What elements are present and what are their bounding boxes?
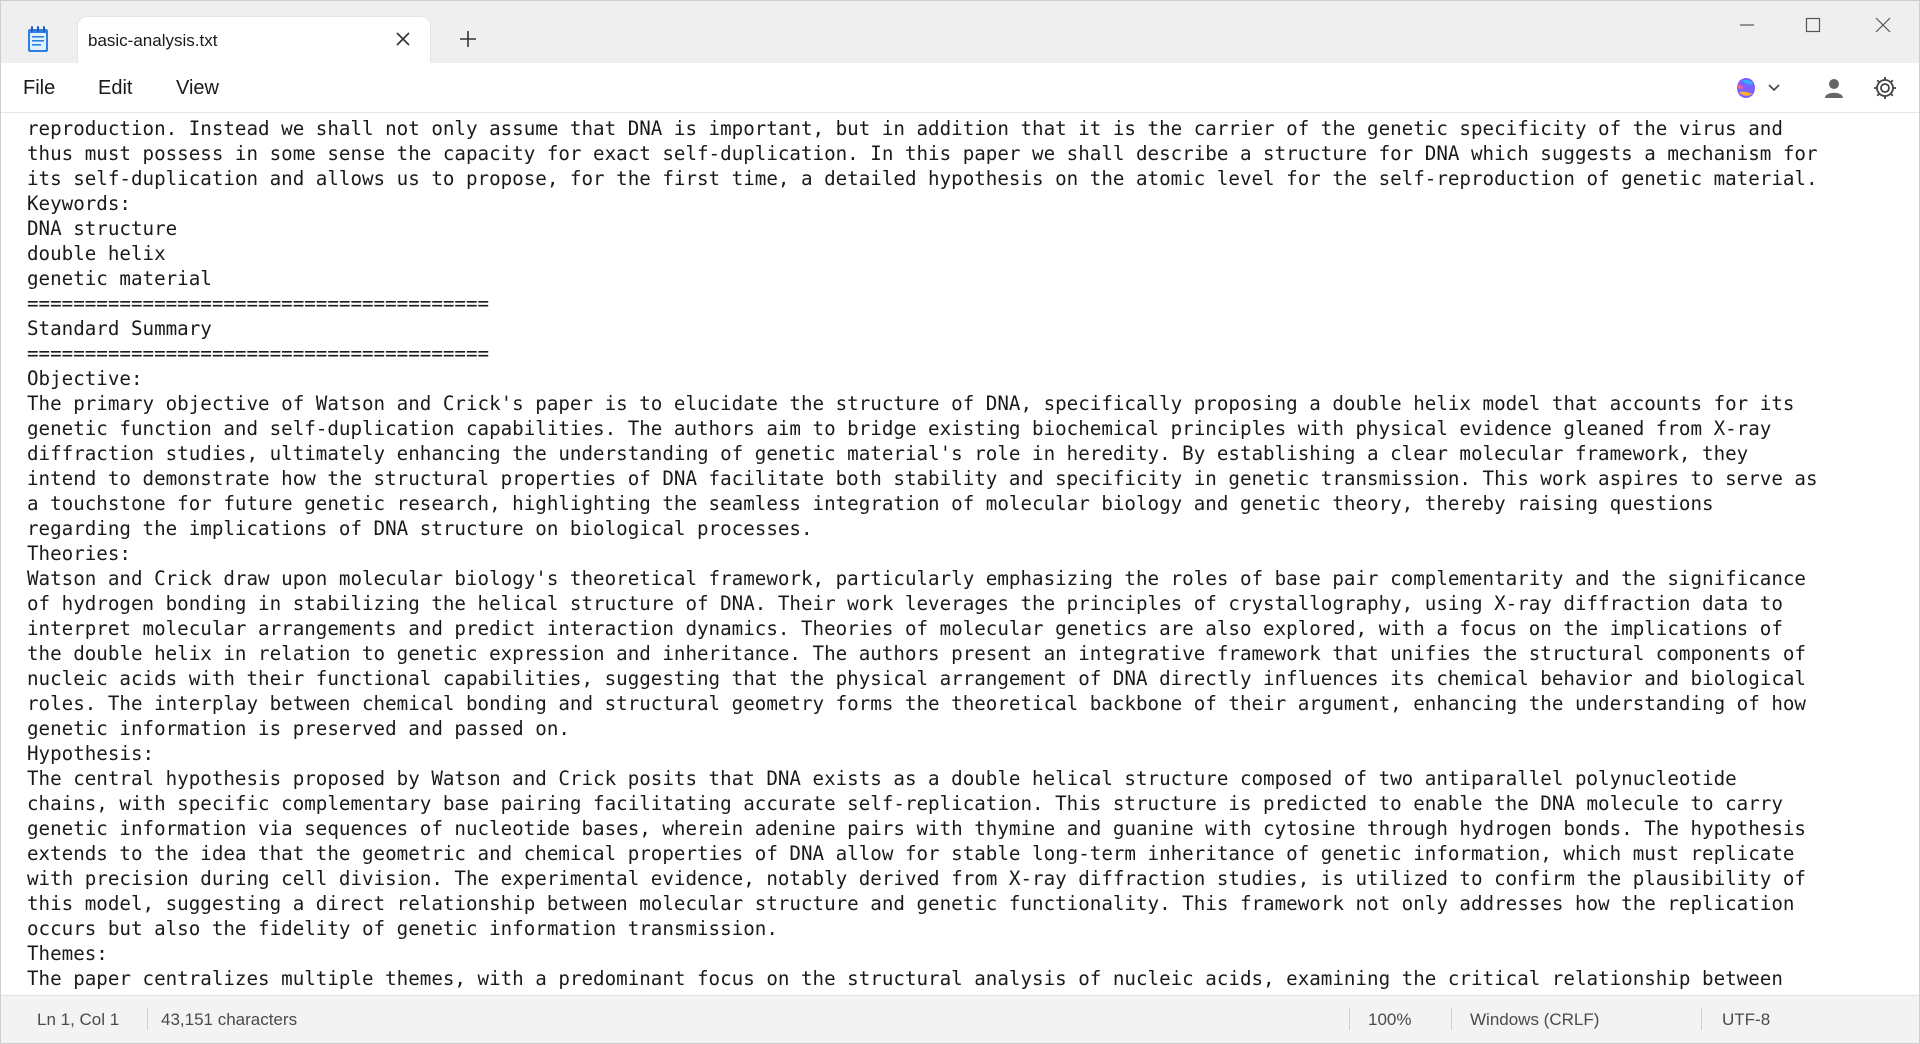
text-line: genetic information via sequences of nucleotide bases, wherein adenine pairs with thymine and guanine with cytosine through hydrogen bonds. The hypothesis: [27, 817, 1806, 840]
copilot-icon: [1737, 78, 1755, 98]
status-bar: [1, 995, 1919, 1043]
status-divider: [1349, 1008, 1350, 1030]
new-tab-plus-icon[interactable]: [457, 28, 479, 50]
text-line: Standard Summary: [27, 317, 212, 340]
close-window-button[interactable]: [1863, 13, 1903, 37]
close-icon: [1875, 17, 1891, 33]
menu-edit[interactable]: Edit: [98, 77, 133, 99]
text-line: thus must possess in some sense the capacity for exact self-duplication. In this paper we shall describe a structure for DNA which suggests a mechanism for: [27, 142, 1818, 165]
encoding[interactable]: UTF-8: [1722, 1010, 1771, 1029]
text-line: with precision during cell division. The experimental evidence, notably derived from X-ray diffraction studies, is utilized to confirm the plausibility of: [27, 867, 1806, 890]
text-line: reproduction. Instead we shall not only assume that DNA is important, but in addition that it is the carrier of the genetic specificity of the virus and: [27, 117, 1783, 140]
text-line: ========================================: [27, 292, 490, 315]
minimize-icon: [1739, 17, 1755, 33]
text-line: roles. The interplay between chemical bonding and structural geometry forms the theoretical backbone of their argument, enhancing the understanding of how: [27, 692, 1806, 715]
text-line: nucleic acids with their functional capabilities, suggesting that the physical arrangement of DNA directly influences its chemical behavior and biological: [27, 667, 1806, 690]
text-line: The paper centralizes multiple themes, with a predominant focus on the structural analysis of nucleic acids, examining the critical relationship between: [27, 967, 1783, 990]
maximize-button[interactable]: [1793, 13, 1833, 37]
text-line: chains, with specific complementary base pairing facilitating accurate self-replication. This structure is predicted to enable the DNA molecule to carry: [27, 792, 1783, 815]
title-bar[interactable]: [1, 1, 1919, 63]
text-line: genetic information is preserved and passed on.: [27, 717, 570, 740]
text-line: a touchstone for future genetic research, highlighting the seamless integration of molecular biology and genetic theory, thereby raising questions: [27, 492, 1714, 515]
status-divider: [1451, 1008, 1452, 1030]
text-editor[interactable]: [1, 113, 1919, 995]
copilot-button[interactable]: [1733, 75, 1783, 101]
tab-title: basic-analysis.txt: [88, 31, 218, 50]
text-line: double helix: [27, 242, 166, 265]
cursor-position[interactable]: Ln 1, Col 1: [37, 1010, 120, 1029]
text-line: Objective:: [27, 367, 143, 390]
gear-icon[interactable]: [1871, 74, 1899, 102]
text-line: Theories:: [27, 542, 131, 565]
zoom-level[interactable]: 100%: [1368, 1010, 1412, 1029]
menu-bar: [1, 63, 1919, 113]
text-line: ========================================: [27, 342, 490, 365]
menu-file[interactable]: File: [23, 77, 56, 99]
text-line: DNA structure: [27, 217, 178, 240]
text-line: extends to the idea that the geometric and chemical properties of DNA allow for stable long-term inheritance of genetic information, which must replicate: [27, 842, 1795, 865]
text-line: The central hypothesis proposed by Watson and Crick posits that DNA exists as a double helical structure composed of two antiparallel polynucleotide: [27, 767, 1737, 790]
status-divider: [147, 1008, 148, 1030]
status-divider: [1701, 1008, 1702, 1030]
text-line: this model, suggesting a direct relationship between molecular structure and genetic functionality. This framework not only addresses how the replication: [27, 892, 1795, 915]
text-line: the double helix in relation to genetic expression and inheritance. The authors present an integrative framework that unifies the structural components of: [27, 642, 1806, 665]
document-text[interactable]: [27, 116, 1912, 991]
text-line: regarding the implications of DNA structure on biological processes.: [27, 517, 813, 540]
character-count: 43,151 characters: [161, 1010, 298, 1029]
text-line: interpret molecular arrangements and predict interaction dynamics. Theories of molecular genetics are also explored, with a focus on the implications of: [27, 617, 1783, 640]
notepad-icon: [25, 25, 51, 53]
text-line: its self-duplication and allows us to propose, for the first time, a detailed hypothesis on the atomic level for the self-reproduction of genetic material.: [27, 167, 1818, 190]
line-ending[interactable]: Windows (CRLF): [1470, 1010, 1600, 1029]
text-line: diffraction studies, ultimately enhancing the understanding of genetic material's role in heredity. By establishing a clear molecular framework, they: [27, 442, 1749, 465]
text-line: genetic function and self-duplication capabilities. The authors aim to bridge existing biochemical principles with physical evidence gleaned from X-ray: [27, 417, 1772, 440]
text-line: Hypothesis:: [27, 742, 155, 765]
account-icon[interactable]: [1821, 75, 1847, 101]
text-line: genetic material: [27, 267, 212, 290]
text-line: The primary objective of Watson and Crick's paper is to elucidate the structure of DNA, specifically proposing a double helix model that accounts for its: [27, 392, 1795, 415]
text-line: intend to demonstrate how the structural properties of DNA facilitate both stability and specificity in genetic transmission. This work aspires to serve as: [27, 467, 1818, 490]
text-line: occurs but also the fidelity of genetic information transmission.: [27, 917, 778, 940]
close-tab-icon[interactable]: [394, 30, 412, 48]
text-line: Watson and Crick draw upon molecular biology's theoretical framework, particularly emphasizing the roles of base pair complementarity and the significance: [27, 567, 1806, 590]
minimize-button[interactable]: [1727, 13, 1767, 37]
maximize-icon: [1805, 17, 1821, 33]
chevron-down-icon: [1769, 85, 1779, 90]
text-line: Themes:: [27, 942, 108, 965]
menu-view[interactable]: View: [176, 77, 219, 99]
tab-basic-analysis[interactable]: [77, 16, 431, 63]
text-line: Keywords:: [27, 192, 131, 215]
text-line: of hydrogen bonding in stabilizing the helical structure of DNA. Their work leverages the principles of crystallography, using X-ray diffraction data to: [27, 592, 1783, 615]
